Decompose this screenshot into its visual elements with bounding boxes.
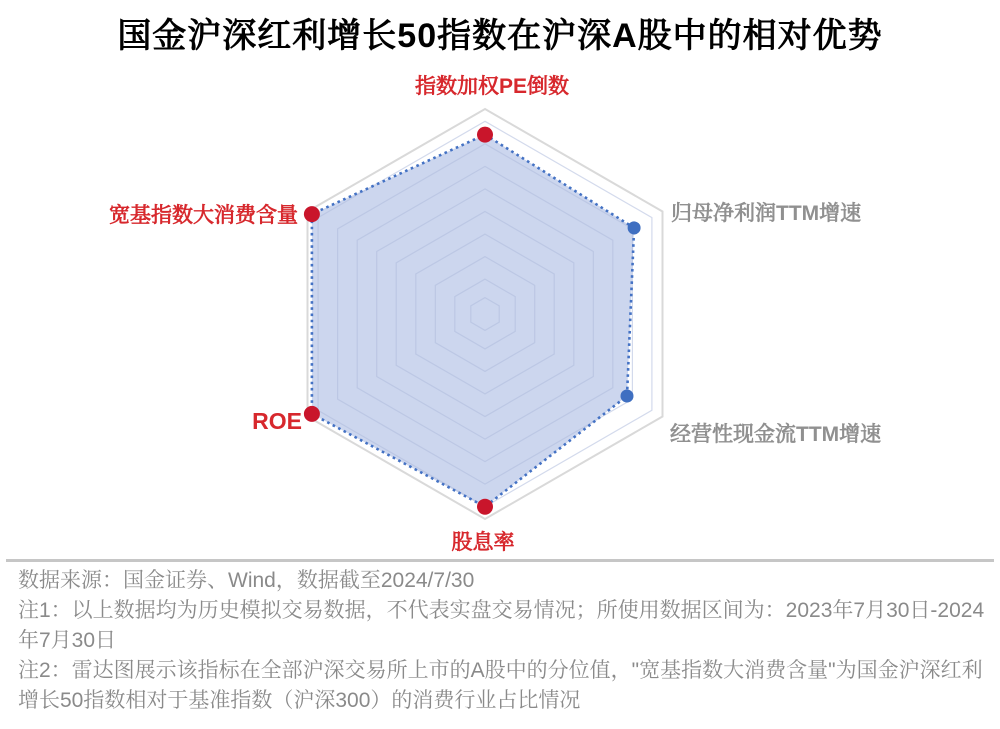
axis-label-roe: ROE xyxy=(252,408,302,434)
data-source-line: 数据来源：国金证券、Wind，数据截至2024/7/30 xyxy=(18,569,475,592)
axis-label-consumer-weight: 宽基指数大消费含量 xyxy=(109,204,298,227)
chart-title: 国金沪深红利增长50指数在沪深A股中的相对优势 xyxy=(117,17,883,55)
axis-label-pe-inverse: 指数加权PE倒数 xyxy=(414,75,570,98)
note1-line: 注1：以上数据均为历史模拟交易数据，不代表实盘交易情况；所使用数据区间为：2023年7月30日-2024年7月30日 xyxy=(18,599,985,652)
axis-label-net-profit-ttm: 归母净利润TTM增速 xyxy=(671,202,862,225)
footer-divider xyxy=(6,559,994,562)
footer-notes xyxy=(18,566,986,716)
axis-label-dividend-yield: 股息率 xyxy=(451,531,515,554)
note2-line: 注2：雷达图展示该指标在全部沪深交易所上市的A股中的分位值，"宽基指数大消费含量"为国金沪深红利增长50指数相对于基准指数（沪深300）的消费行业占比情况 xyxy=(18,659,983,712)
axis-label-cashflow-ttm: 经营性现金流TTM增速 xyxy=(670,423,882,446)
